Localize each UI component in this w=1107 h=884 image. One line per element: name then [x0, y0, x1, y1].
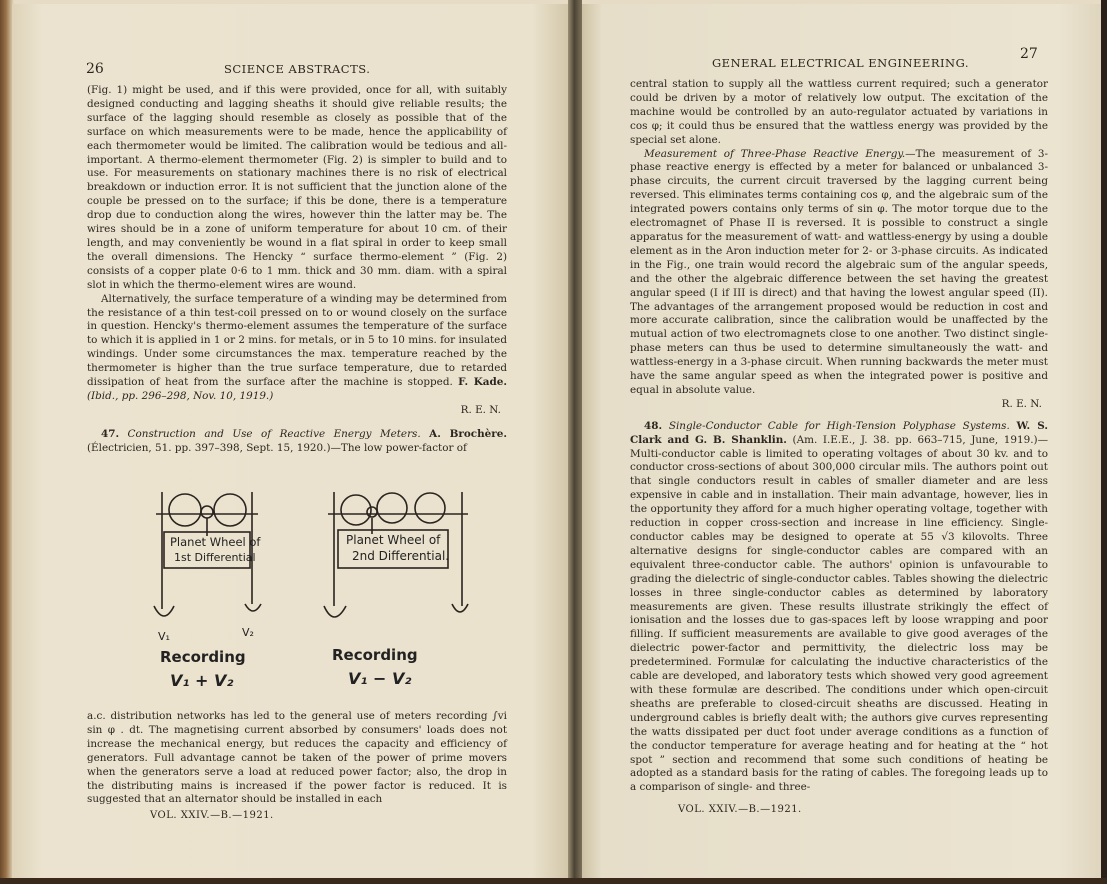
left-text-bottom — [87, 710, 507, 807]
running-head-right: GENERAL ELECTRICAL ENGINEERING. — [712, 56, 970, 70]
book-gutter — [568, 0, 582, 884]
paragraph-power-factor: a.c. distribution networks has led to the general use of meters recording ∫vi sin φ . dt. The magnetising current absorbed by consumers' loads does not increase the mechanical energy, but reduces the capacity and efficiency of generators. Full advantage cannot be taken of the power of prime movers when the generators serve a load at reduced power factor; also, the drop in the distributing mains is increased if the power factor is reduced. It is suggested that an alternator should be installed in each — [87, 710, 507, 806]
section-title: Measurement of Three-Phase Reactive Energy. — [644, 147, 906, 160]
left-page — [12, 4, 574, 880]
left-text-top — [87, 84, 507, 456]
paragraph-three-phase — [630, 148, 1048, 398]
v2-label: V₂ — [242, 626, 254, 639]
paragraph-text: Alternatively, the surface temperature of a winding may be determined from the resistance of a thin test-coil pressed on to or wound closely on the surface in question. Hencky's thermo-element assumes the temperature of the surface to which it is applied in 1 or 2 mins. for metals, or in 5 to 10 mins. for insulated windings. Under some circumstances the max. temperature reached by the thermometer is higher than the true surface temperature, due to retarded dissipation of heat from the surface after the machine is stopped. — [87, 292, 507, 389]
recording-expression-sum: V₁ + V₂ — [170, 671, 234, 690]
paragraph-surface-temperature — [87, 293, 507, 404]
abstract-number: 48. — [644, 419, 663, 432]
paragraph-text: —The measurement of 3-phase reactive energy is effected by a meter for balanced or unbalanced 3-phase circuits, the current circuit traversed by the lagging current being reversed. This eliminates terms containing cos φ, and the algebraic sum of the integrated powers contains only terms of sin φ. The motor torque due to the electromagnet of Phase II is reversed. It is possible to construct a single apparatus for the measurement of watt- and wattless-energy by using a double element as in the Aron induction meter for 2- or 3-phase circuits. As indicated in the Fig., one train would record the algebraic sum of the angular speeds, and the other the algebraic difference between the set having the greatest angular speed (I if III is direct) and that having the lowest angular speed (II). The advantages of the arrangement proposed would be reduction in cost and more accurate calibration, since the calibration would be unaffected by the mutual action of two electromagnets close to one another. Two distinct single-phase meters can thus be used to determine simultaneously the watt- and wattless-energy in a 3-phase circuit. When running backwards the meter must have the same angular speed as when the integrated power is positive and equal in absolute value. — [630, 147, 1048, 396]
page-number-left: 26 — [86, 61, 104, 77]
volume-footer-left: VOL. XXIV.—B.—1921. — [150, 810, 274, 821]
planet-wheel-label-1: Planet Wheel of — [170, 535, 261, 549]
paragraph-thermometer: (Fig. 1) might be used, and if this were provided, once for all, with suitably designed conducting and lagging sheaths it should give reliable results; the surface of the lagging should resemble as closely as possible that of the surface on which measurements were to be made, hence the applicability of each thermometer would be limited. The calibration would be tedious and all-important. A thermo-element thermometer (Fig. 2) is simpler to build and to use. For measurements on stationary machines there is no risk of electrical breakdown or induction error. It is not sufficient that the junction alone of the couple be pressed on to the surface; if this be done, there is a temperature drop due to conduction along the wires, however thin the latter may be. The wires should be in a zone of uniform temperature for about 10 cm. of their length, and may conveniently be wound in a flat spiral in order to keep small the overall dimensions. The Hencky “ surface thermo-element ” (Fig. 2) consists of a copper plate 0·6 to 1 mm. thick and 30 mm. diam. with a spiral slot in which the thermo-element wires are wound. — [87, 84, 507, 291]
abstract-number: 47. — [101, 427, 120, 440]
right-text — [630, 78, 1048, 795]
page-number-right: 27 — [1020, 46, 1038, 62]
abstract-47-heading — [87, 428, 507, 456]
abstract-48 — [630, 420, 1048, 795]
second-differential-label: 2nd Differential. — [352, 549, 450, 563]
author-name: A. Brochère. — [429, 427, 507, 440]
book-bottom-edge — [0, 878, 1107, 884]
right-page — [578, 4, 1107, 880]
abstract-title: Single-Conductor Cable for High-Tension Polyphase Systems. — [668, 419, 1010, 432]
running-head-left: SCIENCE ABSTRACTS. — [224, 62, 371, 76]
differential-gear-diagram — [142, 474, 492, 702]
volume-footer-right: VOL. XXIV.—B.—1921. — [678, 804, 802, 815]
signature-initials: R. E. N. — [1001, 397, 1042, 410]
paragraph-central-station: central station to supply all the wattless current required; such a generator could be driven by a motor of relatively low output. The excitation of the machine would be controlled by an auto-regulator actuated by variations in cos φ; it could thus be ensured that the wattless energy was provided by the special set alone. — [630, 78, 1048, 146]
first-differential-label: 1st Differential — [174, 551, 256, 564]
book-edge — [1101, 0, 1107, 884]
signature-initials: R. E. N. — [460, 403, 501, 416]
reactive-energy-meter-figure — [142, 474, 492, 702]
paragraph-text: (Am. I.E.E., J. 38. pp. 663–715, June, 1919.)—Multi-conductor cable is limited to operating voltages of about 30 kv. and to conductor cross-sections of about 300,000 circular mils. The authors point out that single conductors result in cables of smaller diameter and are less expensive in cable and in installation. Their main advantage, however, lies in the opportunity they afford for a much higher operating voltage, together with reduction in copper cross-section and increase in line efficiency. Single-conductor cables may be designed to operate at 55 √3 kilovolts. Three alternative designs for single-conductor cables are compared with an equivalent three-conductor cable. The authors' opinion is unfavourable to grading the dielectric of single-conductor cables. Tables showing the dielectric losses in three single-conductor cables as determined by laboratory measurements are given. These results illustrate strikingly the effect of ionisation and the losses due to gas-spaces left by loose wrapping and poor filling. If sufficient measurements are available to give good averages of the dielectric power-factor and permittivity, the dielectric loss may be predetermined. Formulæ for calculating the inductive characteristics of the cable are developed, and laboratory tests which showed very good agreement with these formulæ are described. The conditions under which open-circuit sheaths are preferable to closed-circuit sheaths are discussed. Heating in underground cables is briefly dealt with; the authors give curves representing the watts dissipated per duct foot under average conditions as a function of the conductor temperature for average heating and for heating at the “ hot spot ” section and recommend that some such conditions of heating be adopted as a standard basis for the rating of cables. The foregoing leads up to a comparison of single- and three- — [630, 433, 1049, 794]
abstract-title: Construction and Use of Reactive Energy Meters. — [127, 427, 421, 440]
recording-label-2: Recording — [332, 646, 418, 664]
recording-label-1: Recording — [160, 648, 246, 666]
planet-wheel-label-2: Planet Wheel of — [346, 533, 441, 547]
recording-expression-difference: V₁ − V₂ — [348, 669, 412, 688]
author-name: W. S. Clark and G. B. Shanklin. — [630, 419, 1048, 446]
v1-label: V₁ — [158, 630, 170, 643]
reference: (Électricien, 51. pp. 397–398, Sept. 15, 1920.)—The low power-factor of — [87, 441, 467, 454]
author-name: F. Kade. — [458, 376, 507, 389]
reference: (Ibid., pp. 296–298, Nov. 10, 1919.) — [87, 389, 274, 402]
